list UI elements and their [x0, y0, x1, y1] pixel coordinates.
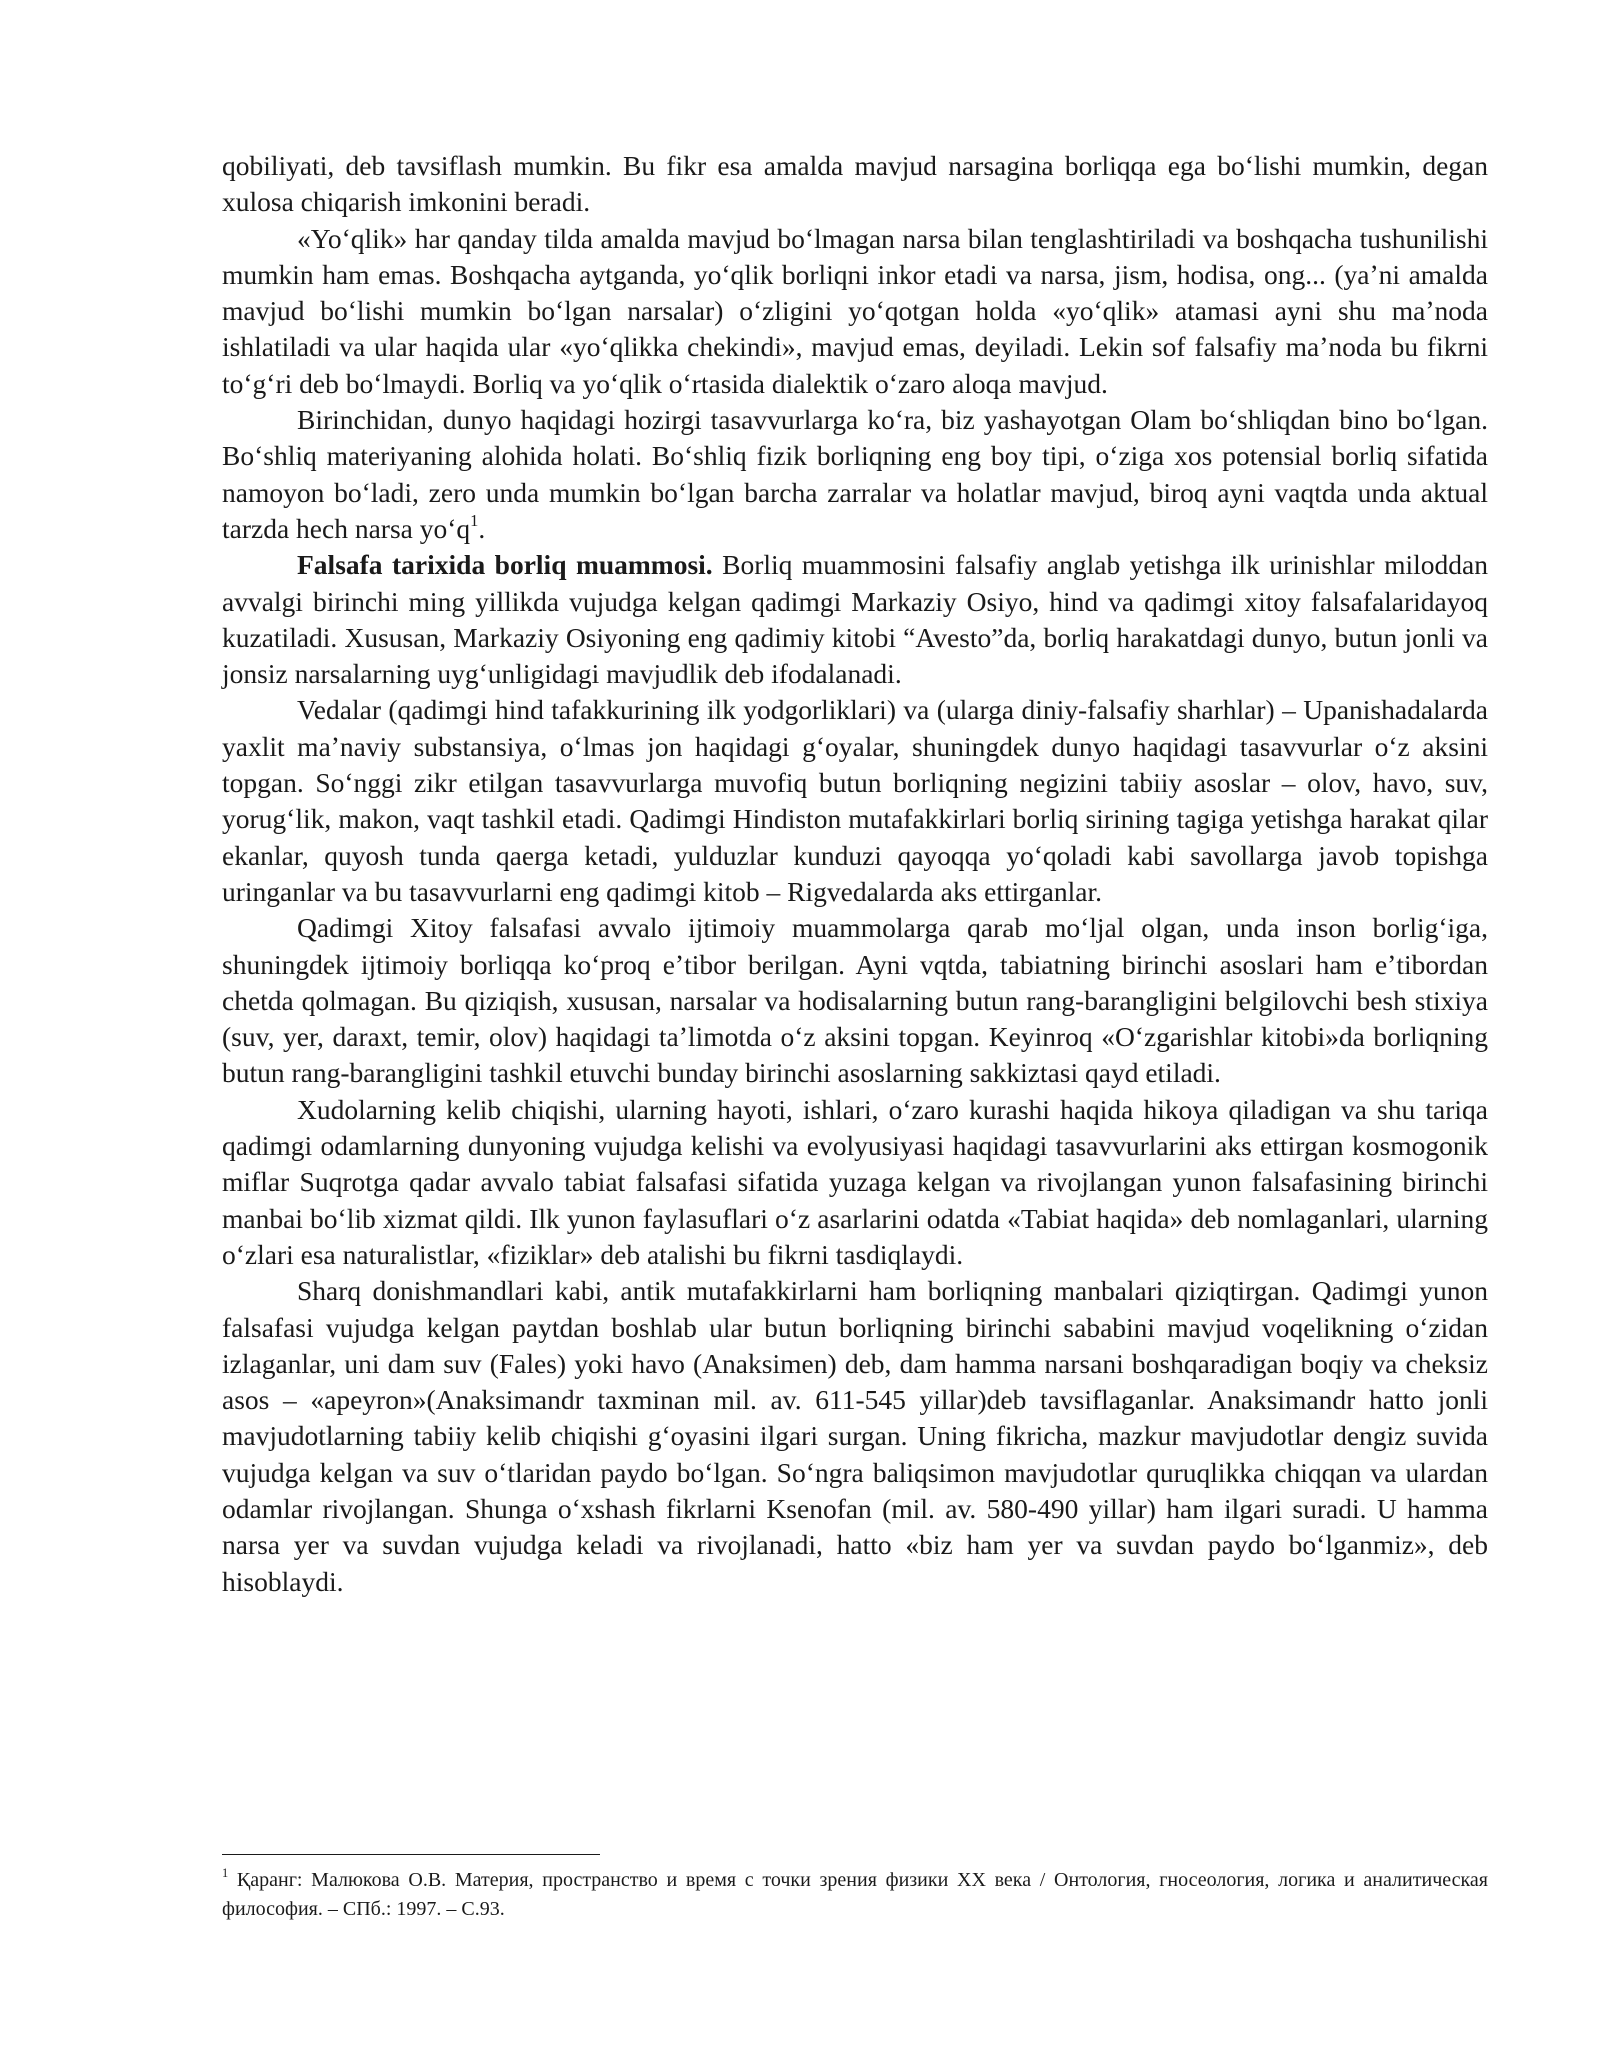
paragraph-2: [222, 221, 1488, 402]
paragraph-7: [222, 1092, 1488, 1273]
paragraph-text: Vedalar (qadimgi hind tafakkurining ilk yodgorliklari) va (ularga diniy-falsafiy sharhlar) – Upanishadalarda yaxlit maʼnaviy substansiya, oʻlmas jon haqidagi gʻoyalar, shuningdek dunyo haqidagi tasavvurlar oʻz aksini topgan. Soʻnggi zikr etilgan tasavvurlarga muvofiq butun borliqning negizini tabiiy asoslar – olov, havo, suv, yorugʻlik, makon, vaqt tashkil etadi. Qadimgi Hindiston mutafakkirlari borliq sirining tagiga yetishga harakat qilar ekanlar, quyosh tunda qaerga ketadi, yulduzlar kunduzi qayoqqa yoʻqoladi kabi savollarga javob topishga uringanlar va bu tasavvurlarni eng qadimgi kitob – Rigvedalarda aks ettirganlar.: [222, 694, 1488, 907]
paragraph-3: [222, 402, 1488, 547]
section-heading: Falsafa tarixida borliq muammosi.: [297, 549, 713, 581]
paragraph-text: Qadimgi Xitoy falsafasi avvalo ijtimoiy muammolarga qarab moʻljal olgan, unda inson borligʻiga, shuningdek ijtimoiy borliqqa koʻproq eʼtibor berilgan. Ayni vqtda, tabiatning birinchi asoslari ham eʼtibordan chetda qolmagan. Bu qiziqish, xususan, narsalar va hodisalarning butun rang-barangligini belgilovchi besh stixiya (suv, yer, daraxt, temir, olov) haqidagi taʼlimotda oʻz aksini topgan. Keyinroq «Oʻzgarishlar kitobi»da borliqning butun rang-barangligini tashkil etuvchi bunday birinchi asoslarning sakkiztasi qayd etiladi.: [222, 912, 1488, 1089]
paragraph-tail: .: [478, 512, 486, 544]
paragraph-text: Borliq muammosini falsafiy anglab yetishga ilk urinishlar miloddan avvalgi birinchi ming yillikda vujudga kelgan qadimgi Markaziy Osiyo, hind va qadimgi xitoy falsafalaridayoq kuzatiladi. Xususan, Markaziy Osiyoning eng qadimiy kitobi “Avesto”da, borliq harakatdagi dunyo, butun jonli va jonsiz narsalarning uygʻunligidagi mavjudlik deb ifodalanadi.: [222, 549, 1488, 690]
body-text: [222, 148, 1488, 1600]
paragraph-1: [222, 148, 1488, 221]
footnote: [222, 1866, 1488, 1924]
footnote-marker: 1: [222, 1866, 229, 1881]
footnote-reference[interactable]: 1: [470, 510, 479, 530]
paragraph-text: Birinchidan, dunyo haqidagi hozirgi tasavvurlarga koʻra, biz yashayotgan Olam boʻshliqdan bino boʻlgan. Boʻshliq materiyaning alohida holati. Boʻshliq fizik borliqning eng boy tipi, oʻziga xos potensial borliq sifatida namoyon boʻladi, zero unda mumkin boʻlgan barcha zarralar va holatlar mavjud, biroq ayni vaqtda unda aktual tarzda hech narsa yoʻq: [222, 404, 1488, 544]
paragraph-8: [222, 1273, 1488, 1600]
paragraph-6: [222, 910, 1488, 1091]
paragraph-text: «Yoʻqlik» har qanday tilda amalda mavjud boʻlmagan narsa bilan tenglashtiriladi va boshqacha tushunilishi mumkin ham emas. Boshqacha aytganda, yoʻqlik borliqni inkor etadi va narsa, jism, hodisa, ong... (yaʼni amalda mavjud boʻlishi mumkin boʻlgan narsalar) oʻzligini yoʻqotgan holda «yoʻqlik» atamasi ayni shu maʼnoda ishlatiladi va ular haqida ular «yoʻqlikka chekindi», mavjud emas, deyiladi. Lekin sof falsafiy maʼnoda bu fikrni toʻgʻri deb boʻlmaydi. Borliq va yoʻqlik oʻrtasida dialektik oʻzaro aloqa mavjud.: [222, 222, 1488, 399]
footnote-text: Қаранг: Малюкова О.В. Материя, пространство и время с точки зрения физики XX века / Онтология, гносеология, логика и аналитическая философия. – СПб.: 1997. – С.93.: [222, 1869, 1488, 1920]
paragraph-4: [222, 547, 1488, 692]
paragraph-text: Xudolarning kelib chiqishi, ularning hayoti, ishlari, oʻzaro kurashi haqida hikoya qiladigan va shu tariqa qadimgi odamlarning dunyoning vujudga kelishi va evolyusiyasi haqidagi tasavvurlarini aks ettirgan kosmogonik miflar Suqrotga qadar avvalo tabiat falsafasi sifatida yuzaga kelgan va rivojlangan yunon falsafasining birinchi manbai boʻlib xizmat qildi. Ilk yunon faylasuflari oʻz asarlarini odatda «Tabiat haqida» deb nomlaganlari, ularning oʻzlari esa naturalistlar, «fiziklar» deb atalishi bu fikrni tasdiqlaydi.: [222, 1093, 1488, 1270]
paragraph-5: [222, 692, 1488, 910]
paragraph-text: qobiliyati, deb tavsiflash mumkin. Bu fikr esa amalda mavjud narsagina borliqqa ega boʻlishi mumkin, degan xulosa chiqarish imkonini beradi.: [222, 150, 1488, 218]
footnote-separator: [222, 1854, 600, 1855]
paragraph-text: Sharq donishmandlari kabi, antik mutafakkirlarni ham borliqning manbalari qiziqtirgan. Qadimgi yunon falsafasi vujudga kelgan paytdan boshlab ular butun borliqning birinchi sababini mavjud voqelikning oʻzidan izlaganlar, uni dam suv (Fales) yoki havo (Anaksimen) deb, dam hamma narsani boshqaradigan boqiy va cheksiz asos – «apeyron»(Anaksimandr taxminan mil. av. 611-545 yillar)deb tavsiflaganlar. Anaksimandr hatto jonli mavjudotlarning tabiiy kelib chiqishi gʻoyasini ilgari surgan. Uning fikricha, mazkur mavjudotlar dengiz suvida vujudga kelgan va suv oʻtlaridan paydo boʻlgan. Soʻngra baliqsimon mavjudotlar quruqlikka chiqqan va ulardan odamlar rivojlangan. Shunga oʻxshash fikrlarni Ksenofan (mil. av. 580-490 yillar) ham ilgari suradi. U hamma narsa yer va suvdan vujudga keladi va rivojlanadi, hatto «biz ham yer va suvdan paydo boʻlganmiz», deb hisoblaydi.: [222, 1275, 1488, 1597]
